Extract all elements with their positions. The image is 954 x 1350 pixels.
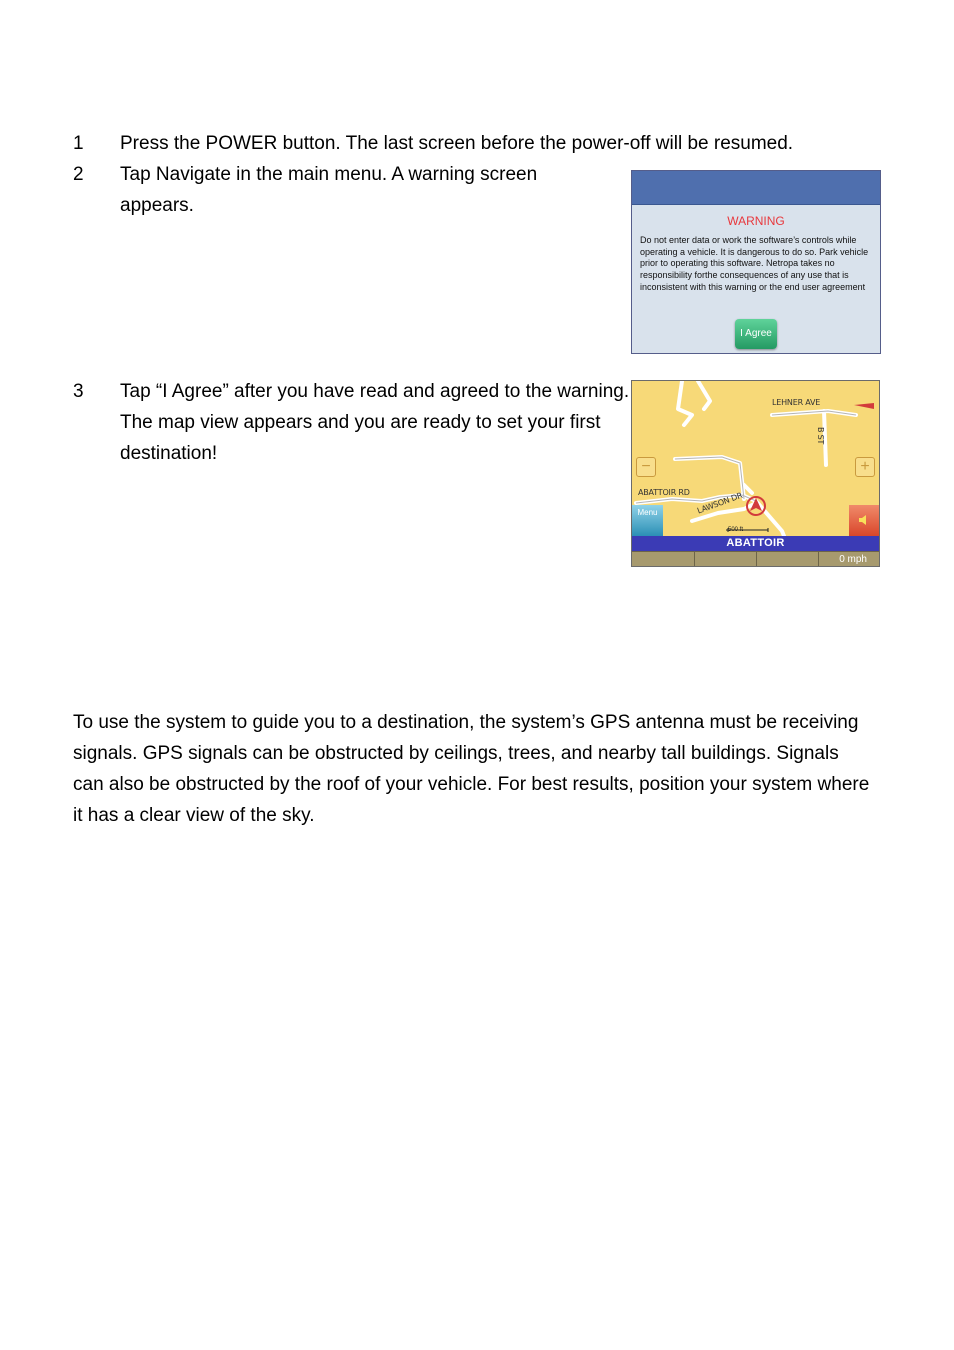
i-agree-button[interactable]: I Agree [735, 319, 777, 349]
step-text: Tap “I Agree” after you have read and agreed to the warning. The map view appears and you are ready to set your first destination! [120, 381, 630, 464]
gps-signal-paragraph: To use the system to guide you to a destination, the system’s GPS antenna must be receiving signals. GPS signals can be obstructed by ceilings, trees, and nearby tall buildings. Signals can also be obstructed by the roof of your vehicle. For best results, position your system where it has a clear view of the sky. [73, 712, 870, 826]
speaker-button[interactable] [849, 505, 879, 536]
zoom-out-icon[interactable]: − [636, 457, 656, 477]
street-label-lehner: LEHNER AVE [772, 398, 821, 407]
status-cell [632, 552, 695, 567]
step-text: Press the POWER button. The last screen before the power-off will be resumed. [120, 133, 794, 154]
menu-button[interactable]: Menu [632, 505, 663, 536]
zoom-in-icon[interactable]: + [855, 457, 875, 477]
map-scale: 500 ft [728, 527, 744, 533]
street-label-abattoir-rd: ABATTOIR RD [638, 488, 690, 497]
map-screenshot [631, 380, 880, 567]
step-number: 1 [73, 133, 84, 154]
step-number: 3 [73, 381, 84, 402]
step-number: 2 [73, 164, 84, 185]
warning-body: Do not enter data or work the software’s controls while operating a vehicle. It is dangerous to do so. Park vehicle prior to operating this software. Netropa takes no responsibility forthe consequences of any use that is inconsistent with this warning or the end user agreement [640, 235, 869, 292]
warning-title-bar [632, 171, 880, 205]
status-bar [632, 551, 879, 567]
street-label-lawson: LAWSON DR [696, 490, 744, 516]
warning-title: WARNING [727, 214, 785, 228]
warning-screenshot [631, 170, 881, 354]
status-cell [694, 552, 757, 567]
street-label-b-st: B ST [816, 427, 825, 445]
step-text: Tap Navigate in the main menu. A warning screen appears. [120, 164, 538, 216]
compass-arrow-icon [854, 403, 874, 409]
status-cell [756, 552, 819, 567]
speaker-icon [857, 513, 871, 527]
speed-readout: 0 mph [839, 554, 867, 565]
current-street-bar: ABATTOIR [632, 536, 879, 551]
